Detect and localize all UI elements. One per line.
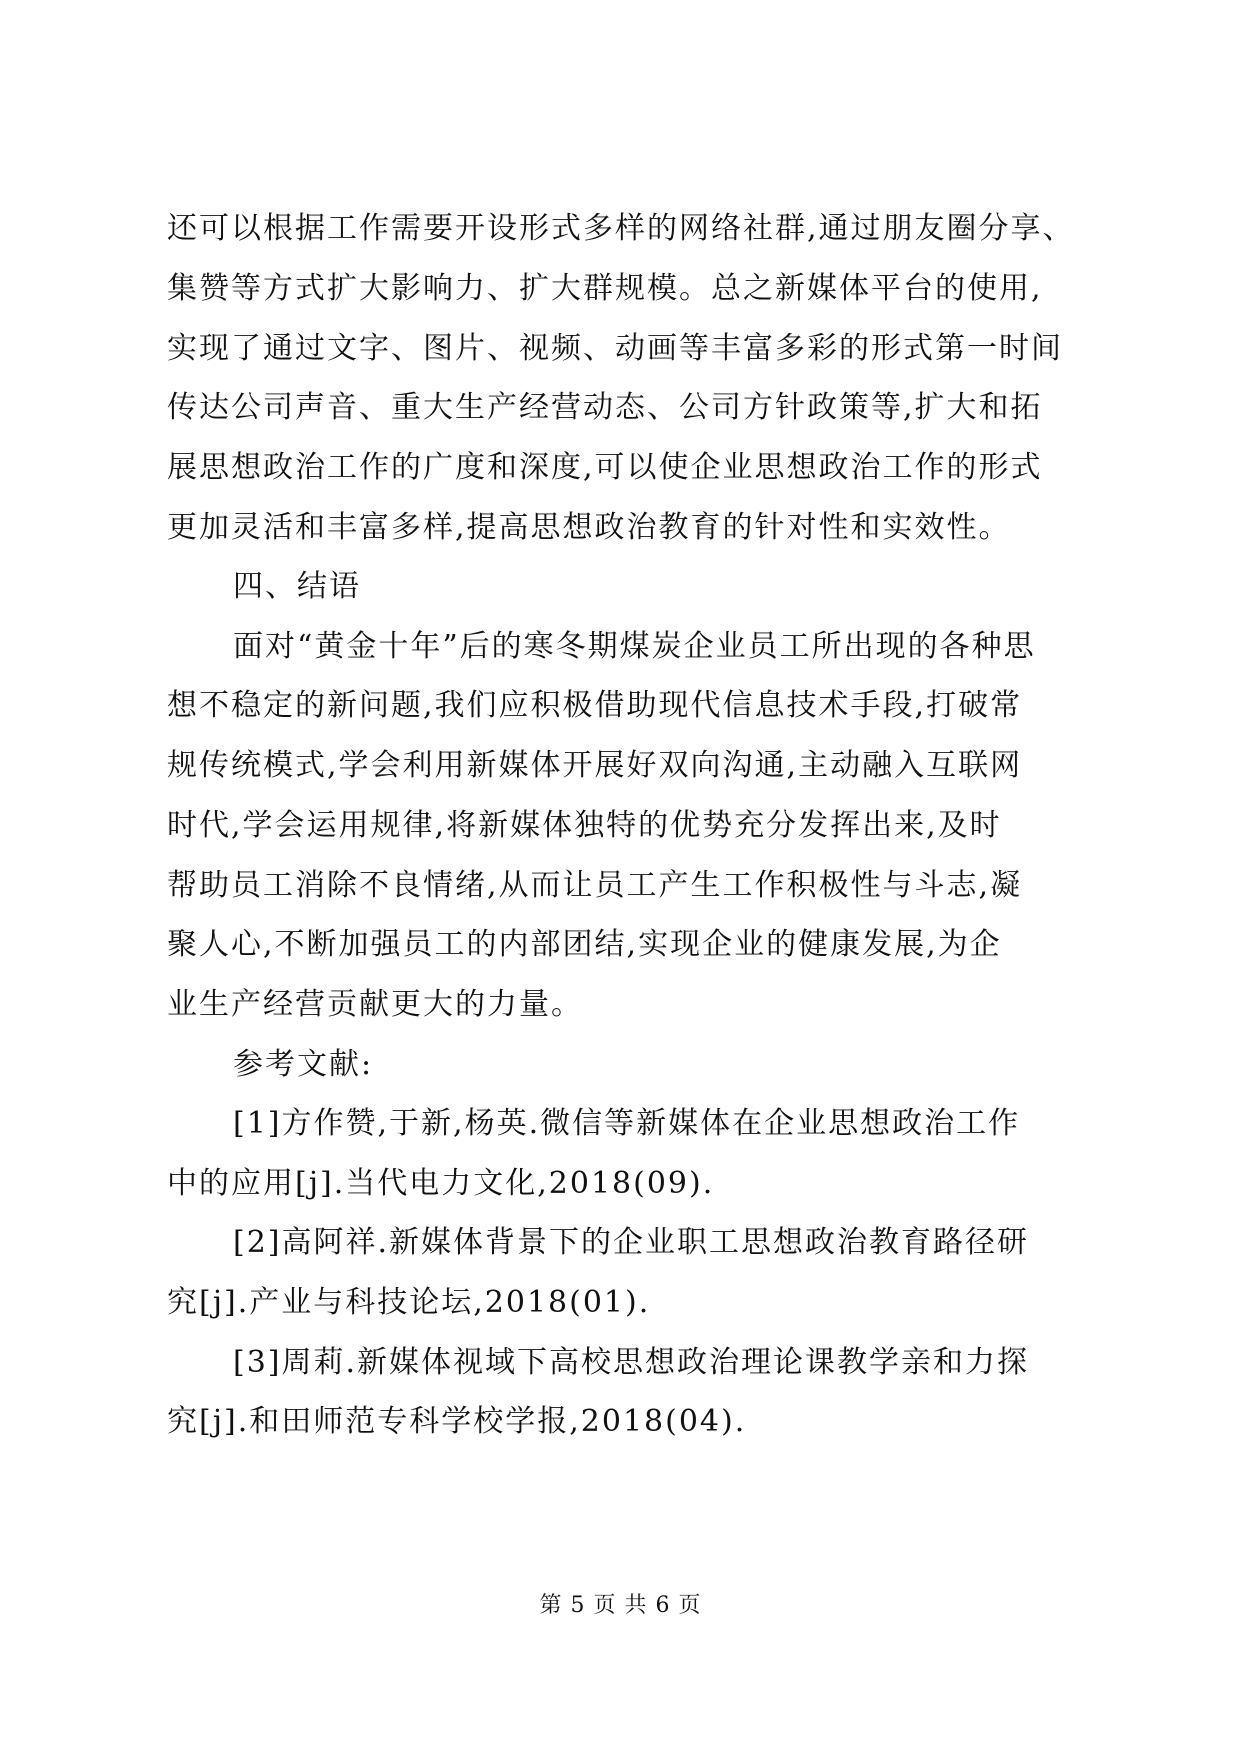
paragraph-1-line-2: 集赞等方式扩大影响力、扩大群规模。总之新媒体平台的使用, <box>167 271 1043 306</box>
paragraph-2-line-2: 想不稳定的新问题,我们应积极借助现代信息技术手段,打破常 <box>167 688 1023 723</box>
reference-2-line-2: 究[j].产业与科技论坛,2018(01). <box>167 1285 651 1320</box>
paragraph-1-line-3: 实现了通过文字、图片、视频、动画等丰富多彩的形式第一时间 <box>167 331 1063 366</box>
reference-3-line-1: [3]周莉.新媒体视域下高校思想政治理论课教学亲和力探 <box>233 1345 1030 1380</box>
section-heading-conclusion: 四、结语 <box>233 569 361 604</box>
paragraph-1-line-4: 传达公司声音、重大生产经营动态、公司方针政策等,扩大和拓 <box>167 390 1043 425</box>
paragraph-2-line-7: 业生产经营贡献更大的力量。 <box>167 987 583 1022</box>
reference-1-line-1: [1]方作赞,于新,杨英.微信等新媒体在企业思想政治工作 <box>233 1106 1021 1141</box>
paragraph-2-line-5: 帮助员工消除不良情绪,从而让员工产生工作积极性与斗志,凝 <box>167 868 1023 903</box>
references-heading: 参考文献: <box>233 1047 374 1082</box>
reference-1-line-2: 中的应用[j].当代电力文化,2018(09). <box>167 1166 715 1201</box>
page-number-footer: 第 5 页 共 6 页 <box>539 1593 702 1618</box>
reference-3-line-2: 究[j].和田师范专科学校学报,2018(04). <box>167 1404 747 1439</box>
paragraph-1-line-5: 展思想政治工作的广度和深度,可以使企业思想政治工作的形式 <box>167 450 1043 485</box>
paragraph-1-line-1: 还可以根据工作需要开设形式多样的网络社群,通过朋友圈分享、 <box>167 211 1075 246</box>
paragraph-2-line-6: 聚人心,不断加强员工的内部团结,实现企业的健康发展,为企 <box>167 927 1002 962</box>
paragraph-2-line-3: 规传统模式,学会利用新媒体开展好双向沟通,主动融入互联网 <box>167 748 1023 783</box>
paragraph-2-line-4: 时代,学会运用规律,将新媒体独特的优势充分发挥出来,及时 <box>167 808 1002 843</box>
paragraph-1-line-6: 更加灵活和丰富多样,提高思想政治教育的针对性和实效性。 <box>167 510 1011 545</box>
reference-2-line-1: [2]高阿祥.新媒体背景下的企业职工思想政治教育路径研 <box>233 1225 1030 1260</box>
paragraph-2-line-1: 面对“黄金十年”后的寒冬期煤炭企业员工所出现的各种思 <box>233 629 1036 664</box>
